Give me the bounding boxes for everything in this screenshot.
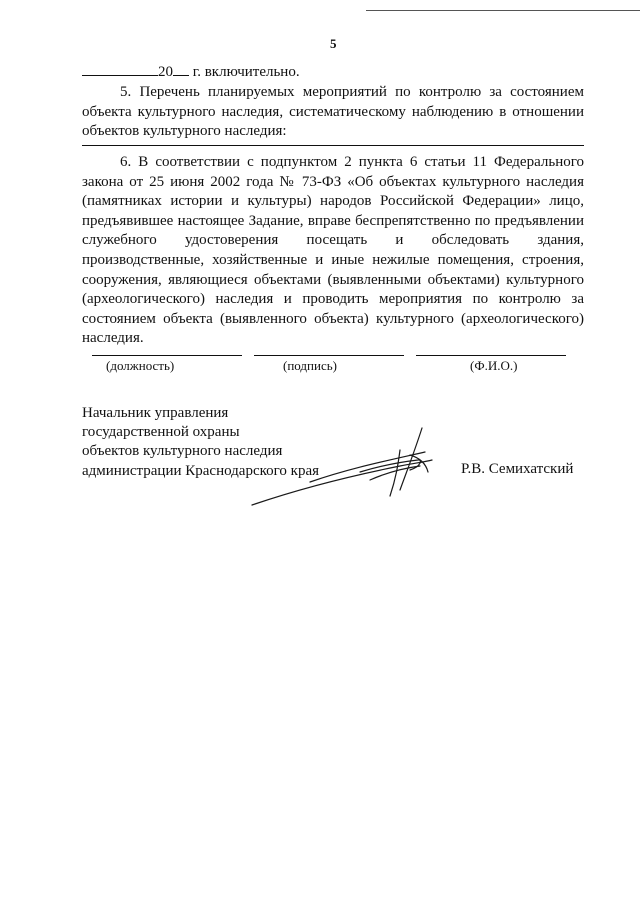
signer-title-line-1: Начальник управления	[82, 405, 229, 421]
paragraph-5: 5. Перечень планируемых мероприятий по контролю за состоянием объекта культурного наследия, систематическому наблюдению в отношении объектов культурного наследия:	[82, 84, 584, 140]
year-blank	[173, 63, 189, 76]
signature-line	[254, 355, 404, 356]
handwritten-signature	[250, 410, 460, 510]
top-edge-line	[366, 10, 640, 11]
name-line	[416, 355, 566, 356]
signer-title-line-3: объектов культурного наследия	[82, 443, 283, 460]
blank-field	[82, 63, 158, 76]
signer-name: Р.В. Семихатский	[461, 461, 574, 477]
signature-label: (подпись)	[283, 358, 337, 373]
name-label: (Ф.И.О.)	[470, 358, 518, 373]
position-label: (должность)	[106, 358, 175, 373]
date-line	[82, 63, 300, 81]
signer-title-line-4: администрации Краснодарского края	[82, 462, 320, 479]
page-number: 5	[330, 36, 337, 51]
signer-title-line-2: государственной охраны	[82, 424, 240, 441]
date-line-text: г. включительно.	[189, 64, 300, 80]
year-prefix: 20	[158, 64, 173, 80]
position-line	[92, 355, 242, 356]
fill-in-line	[82, 145, 584, 146]
paragraph-6: 6. В соответствии с подпунктом 2 пункта 6 статьи 11 Федерального закона от 25 июня 2002 года № 73-ФЗ «Об объектах культурного наследия (памятниках истории и культуры) народов Российской Федерации» лицо, предъявившее настоящее Задание, вправе беспрепятственно по предъявлении служебного удостоверения посещать и обследовать здания, производственные, хозяйственные и иные нежилые помещения, строения, сооружения, являющиеся объектами (выявленными объектами) культурного (археологического) наследия и проводить мероприятия по контролю за состоянием объекта (выявленного объекта) культурного (археологического) наследия.	[82, 154, 584, 347]
